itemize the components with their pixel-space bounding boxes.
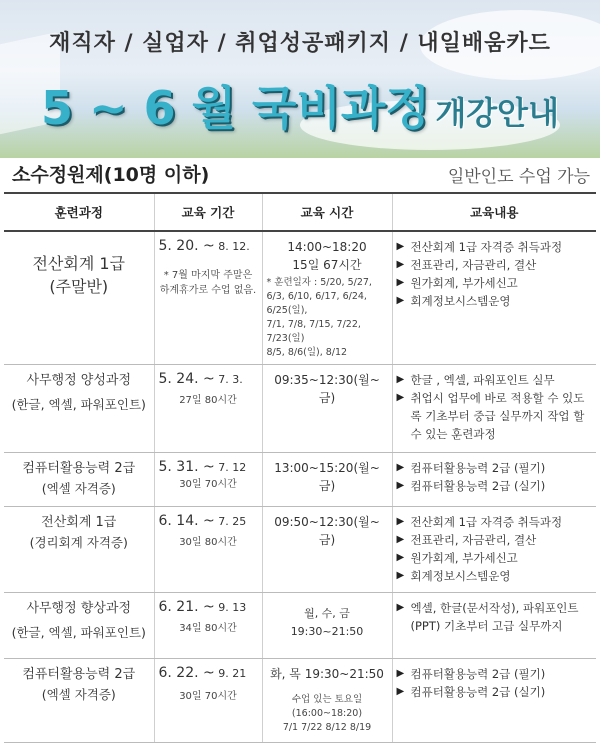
list-item: ▶ 원가회계, 부가세신고 (396, 551, 518, 565)
period-note-line: * 7월 마지막 주말은 (163, 270, 253, 281)
time-note-line: 6/3, 6/10, 6/17, 6/24, 6/25(일), (266, 291, 367, 316)
table-row (4, 231, 596, 365)
period (159, 459, 258, 475)
triangle-bullet-icon: ▶ (396, 259, 405, 270)
course-subtitle: (엑셀 자격증) (41, 481, 116, 496)
course-name: 전산회계 1급 (32, 254, 126, 273)
table-row (4, 659, 596, 743)
period (159, 238, 258, 254)
list-item: ▶ 컴퓨터활용능력 2급 (필기) (396, 667, 546, 681)
triangle-bullet-icon: ▶ (396, 534, 405, 545)
triangle-bullet-icon: ▶ (396, 686, 405, 697)
table-row (4, 593, 596, 659)
table-header-row (4, 193, 596, 231)
subheader (0, 158, 600, 190)
content-list (397, 459, 593, 495)
period-start: 5. 24. ~ (158, 371, 215, 387)
course-subtitle: (한글, 엑셀, 파워포인트) (11, 397, 146, 412)
course-cell (4, 659, 154, 743)
time-note-line: 7/1, 7/8, 7/15, 7/22, 7/23(일) (266, 319, 361, 344)
period-start: 5. 20. ~ (158, 238, 215, 254)
period (159, 665, 258, 681)
time-line: 14:00~18:20 (287, 240, 367, 254)
period-cell (154, 365, 262, 453)
time-note-line: 수업 있는 토요일(16:00~18:20) (291, 694, 363, 719)
triangle-bullet-icon: ▶ (396, 374, 405, 385)
header-time: 교육 시간 (262, 193, 392, 231)
time-cell (262, 593, 392, 659)
period (159, 513, 258, 529)
course-subtitle: (한글, 엑셀, 파워포인트) (11, 625, 146, 640)
schedule-table (4, 192, 596, 743)
content-cell (392, 593, 596, 659)
period-cell (154, 593, 262, 659)
content-cell (392, 365, 596, 453)
time-cell (262, 231, 392, 365)
period-cell (154, 507, 262, 593)
content-list (397, 238, 593, 310)
time-cell (262, 659, 392, 743)
headline-suffix: 개강안내 (435, 94, 560, 132)
list-item: ▶ 컴퓨터활용능력 2급 (실기) (396, 685, 546, 699)
triangle-bullet-icon: ▶ (396, 602, 405, 613)
course-name: 전산회계 1급 (41, 515, 117, 530)
triangle-bullet-icon: ▶ (396, 277, 405, 288)
time-line: 09:35~12:30(월~금) (274, 373, 380, 405)
list-item: ▶ 원가회계, 부가세신고 (396, 276, 518, 290)
period-start: 6. 14. ~ (158, 513, 215, 529)
course-subtitle: (주말반) (49, 277, 109, 296)
course-name: 사무행정 양성과정 (26, 373, 132, 388)
period (159, 371, 258, 387)
time-line: 화, 목 19:30~21:50 (270, 667, 384, 681)
period-start: 6. 21. ~ (158, 599, 215, 615)
period-end: 9. 13 (214, 601, 247, 614)
course-cell (4, 365, 154, 453)
course-cell (4, 453, 154, 507)
period-end: 8. 12. (214, 240, 250, 253)
list-item: ▶ 컴퓨터활용능력 2급 (필기) (396, 461, 546, 475)
time-cell (262, 365, 392, 453)
table-row (4, 507, 596, 593)
time-line: 13:00~15:20(월~금) (274, 461, 380, 493)
triangle-bullet-icon: ▶ (396, 462, 405, 473)
period-start: 6. 22. ~ (158, 665, 215, 681)
time-line: 15일 67시간 (292, 258, 362, 272)
period (159, 599, 258, 615)
list-item: ▶ 전표관리, 자금관리, 결산 (396, 533, 537, 547)
period-note (159, 268, 258, 298)
course-cell (4, 507, 154, 593)
content-cell (392, 231, 596, 365)
period-note: 30일 80시간 (179, 537, 237, 548)
time-line: 월, 수, 금 (304, 607, 350, 620)
banner-tagline: 재직자 / 실업자 / 취업성공패키지 / 내일배움카드 (49, 31, 551, 56)
course-cell (4, 231, 154, 365)
content-list (397, 371, 593, 443)
table-row (4, 453, 596, 507)
triangle-bullet-icon: ▶ (396, 241, 405, 252)
period-end: 7. 25 (214, 515, 247, 528)
triangle-bullet-icon: ▶ (396, 552, 405, 563)
period-note: 30일 70시간 (179, 691, 237, 702)
list-item: ▶ 한글 , 엑셀, 파워포인트 실무 (396, 373, 555, 387)
hero-banner (0, 0, 600, 158)
content-cell (392, 453, 596, 507)
course-subtitle: (경리회계 자격증) (29, 535, 128, 550)
course-subtitle: (엑셀 자격증) (41, 687, 116, 702)
list-item: ▶ 전산회계 1급 자격증 취득과정 (396, 515, 563, 529)
period-cell (154, 231, 262, 365)
headline-main: 5 ~ 6 월 국비과정 (40, 81, 430, 135)
list-item: ▶ 회계정보시스템운영 (396, 569, 511, 583)
list-item: ▶ 전산회계 1급 자격증 취득과정 (396, 240, 563, 254)
period-start: 5. 31. ~ (158, 459, 215, 475)
time-line: 09:50~12:30(월~금) (274, 515, 380, 547)
period-end: 7. 12 (214, 461, 247, 474)
class-size-note: 소수정원제(10명 이하) (12, 164, 210, 186)
header-period: 교육 기간 (154, 193, 262, 231)
time-note (267, 276, 388, 360)
period-cell (154, 453, 262, 507)
period-note: 27일 80시간 (179, 395, 237, 406)
time-note-line: * 훈련일자 : 5/20, 5/27, (266, 277, 372, 288)
period-note: 34일 80시간 (179, 623, 237, 634)
triangle-bullet-icon: ▶ (396, 480, 405, 491)
period-note: 30일 70시간 (179, 479, 237, 490)
course-name: 컴퓨터활용능력 2급 (22, 667, 136, 682)
period-note-line: 하계휴가로 수업 없음. (159, 285, 257, 296)
time-note (267, 693, 388, 735)
content-cell (392, 507, 596, 593)
content-list (397, 599, 593, 635)
course-cell (4, 593, 154, 659)
list-item: ▶ 컴퓨터활용능력 2급 (실기) (396, 479, 546, 493)
time-cell (262, 507, 392, 593)
course-name: 사무행정 향상과정 (26, 601, 132, 616)
list-item: ▶ 전표관리, 자금관리, 결산 (396, 258, 537, 272)
triangle-bullet-icon: ▶ (396, 295, 405, 306)
header-course: 훈련과정 (4, 193, 154, 231)
triangle-bullet-icon: ▶ (396, 570, 405, 581)
triangle-bullet-icon: ▶ (396, 392, 405, 403)
period-cell (154, 659, 262, 743)
content-list (397, 513, 593, 585)
triangle-bullet-icon: ▶ (396, 668, 405, 679)
header-content: 교육내용 (392, 193, 596, 231)
public-note: 일반인도 수업 가능 (447, 167, 590, 187)
content-list (397, 665, 593, 701)
table-row (4, 365, 596, 453)
banner-headline (0, 72, 600, 138)
triangle-bullet-icon: ▶ (396, 516, 405, 527)
period-end: 9. 21 (214, 667, 247, 680)
time-line: 19:30~21:50 (290, 625, 364, 638)
time-note-line: 8/5, 8/6(일), 8/12 (266, 347, 348, 358)
course-name: 컴퓨터활용능력 2급 (22, 461, 136, 476)
period-end: 7. 3. (214, 373, 243, 386)
content-cell (392, 659, 596, 743)
list-item: ▶ 회계정보시스템운영 (396, 294, 511, 308)
list-item: ▶ 엑셀, 한글(문서작성), 파워포인트(PPT) 기초부터 고급 실무까지 (396, 601, 579, 633)
time-cell (262, 453, 392, 507)
time-note-line: 7/1 7/22 8/12 8/19 (282, 722, 372, 733)
list-item: ▶ 취업시 업무에 바로 적용할 수 있도록 기초부터 중급 실무까지 작업 할 수 있는 훈련과정 (396, 391, 585, 441)
